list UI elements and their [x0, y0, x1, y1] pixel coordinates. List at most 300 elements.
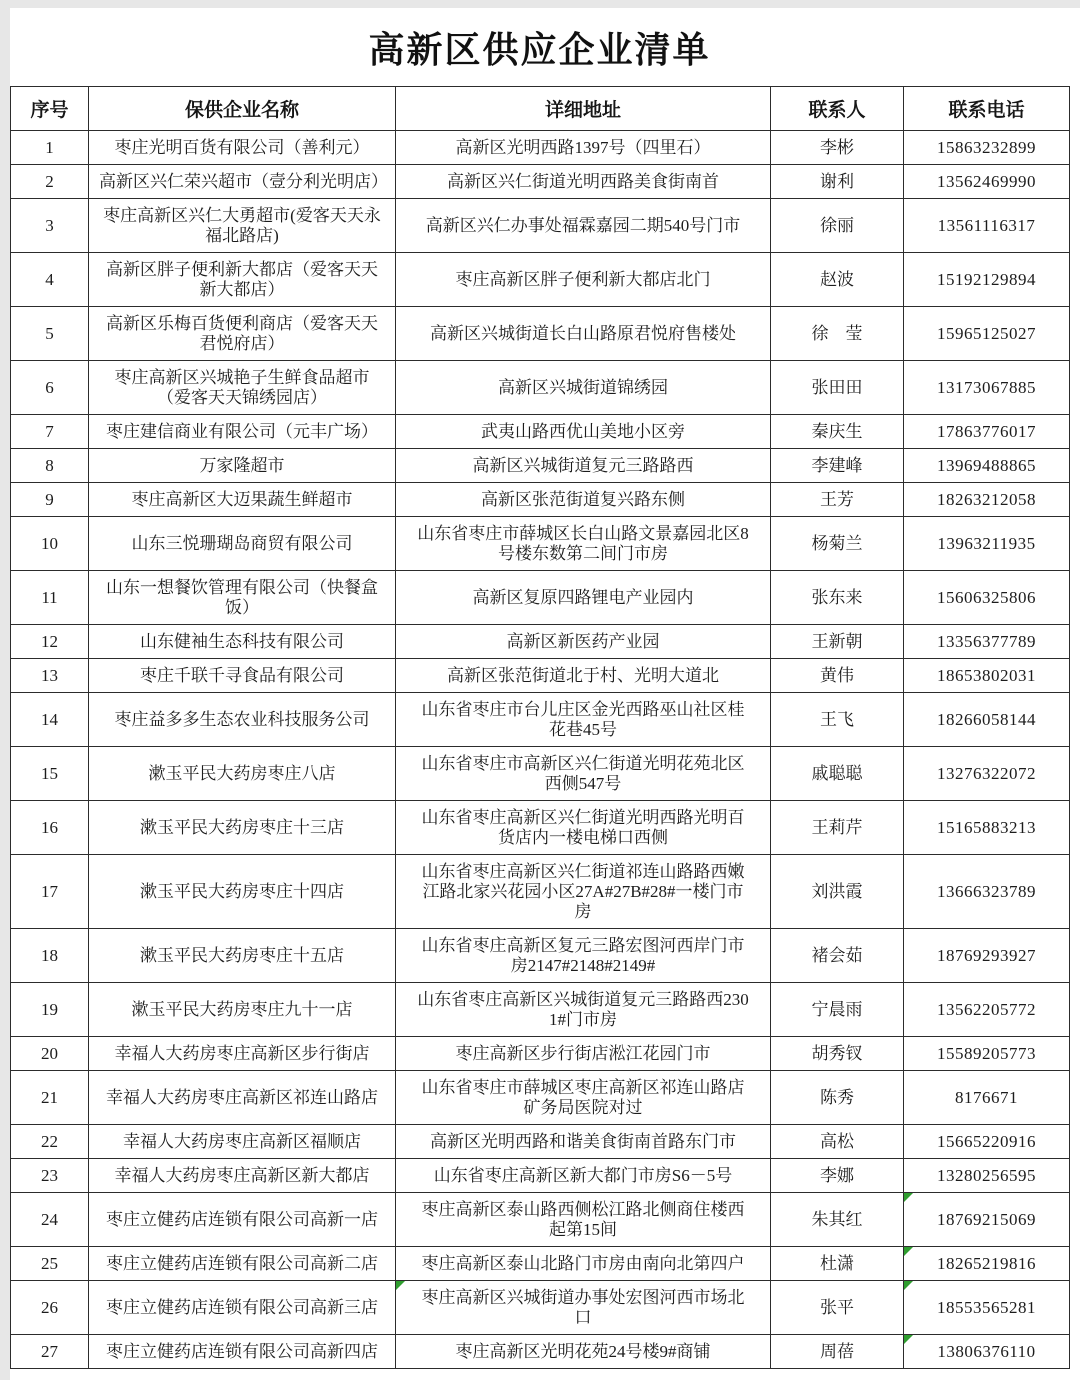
- cell-name: [89, 571, 396, 625]
- cell-no: [11, 1125, 89, 1159]
- cell-name: [89, 1247, 396, 1281]
- cell-name: [89, 983, 396, 1037]
- cell-phone: [904, 1037, 1070, 1071]
- cell-name-text: 万家隆超市: [199, 455, 285, 475]
- cell-contact: [771, 1281, 904, 1335]
- cell-contact-text: 李娜: [820, 1165, 854, 1185]
- cell-contact: [771, 361, 904, 415]
- cell-name: [89, 131, 396, 165]
- cell-no: [11, 253, 89, 307]
- table-row: [11, 199, 1070, 253]
- cell-name-text: 枣庄光明百货有限公司（善利元）: [114, 137, 370, 157]
- cell-no: [11, 693, 89, 747]
- cell-address: [396, 801, 771, 855]
- cell-address-text: 高新区兴城街道长白山路原君悦府售楼处: [430, 323, 736, 343]
- cell-address: [396, 307, 771, 361]
- cell-name-text: 枣庄益多多生态农业科技服务公司: [114, 709, 370, 729]
- cell-address-text: 枣庄高新区泰山北路门市房由南向北第四户: [421, 1253, 745, 1273]
- cell-no-text: 6: [45, 377, 54, 397]
- cell-contact: [771, 1037, 904, 1071]
- cell-no-text: 21: [41, 1087, 58, 1107]
- cell-contact-text: 王芳: [820, 489, 854, 509]
- cell-no-text: 26: [41, 1297, 58, 1317]
- cell-no: [11, 801, 89, 855]
- cell-no-text: 1: [45, 137, 54, 157]
- cell-phone: [904, 747, 1070, 801]
- cell-address: [396, 483, 771, 517]
- cell-phone-text: 18769293927: [937, 945, 1036, 965]
- cell-name-text: 枣庄千联千寻食品有限公司: [140, 665, 344, 685]
- cell-address: [396, 1247, 771, 1281]
- flag-triangle-icon: [904, 1193, 913, 1202]
- cell-phone: [904, 1159, 1070, 1193]
- cell-contact-text: 杨菊兰: [811, 533, 863, 553]
- cell-name: [89, 747, 396, 801]
- cell-address: [396, 693, 771, 747]
- cell-no: [11, 625, 89, 659]
- cell-contact-text: 秦庆生: [811, 421, 863, 441]
- cell-contact: [771, 449, 904, 483]
- cell-phone-text: 15965125027: [937, 323, 1036, 343]
- cell-contact-text: 赵波: [820, 269, 854, 289]
- cell-contact: [771, 517, 904, 571]
- header-row: [11, 87, 1070, 131]
- column-header: 序号: [11, 87, 89, 131]
- cell-contact: [771, 693, 904, 747]
- cell-name: [89, 1281, 396, 1335]
- cell-address: [396, 449, 771, 483]
- cell-no: [11, 855, 89, 929]
- cell-no-text: 2: [45, 171, 54, 191]
- cell-contact: [771, 855, 904, 929]
- table-row: [11, 929, 1070, 983]
- cell-no-text: 20: [41, 1043, 58, 1063]
- cell-contact-text: 王新朝: [811, 631, 863, 651]
- cell-phone: [904, 415, 1070, 449]
- table-row: [11, 1037, 1070, 1071]
- cell-address: [396, 659, 771, 693]
- cell-no: [11, 1071, 89, 1125]
- table-row: [11, 1193, 1070, 1247]
- cell-name: [89, 659, 396, 693]
- cell-address-text: 高新区兴城街道锦绣园: [498, 377, 668, 397]
- flag-triangle-icon: [396, 1281, 405, 1290]
- cell-phone-text: 15863232899: [937, 137, 1036, 157]
- cell-address-text: 山东省枣庄市高新区兴仁街道光明花苑北区西侧547号: [421, 753, 745, 793]
- cell-address-text: 高新区复原四路锂电产业园内: [472, 587, 694, 607]
- cell-no: [11, 1335, 89, 1369]
- cell-no-text: 13: [41, 665, 58, 685]
- cell-contact-text: 胡秀钗: [811, 1043, 863, 1063]
- cell-name-text: 枣庄建信商业有限公司（元丰广场）: [106, 421, 378, 441]
- cell-name: [89, 517, 396, 571]
- cell-address-text: 枣庄高新区步行街店淞江花园门市: [455, 1043, 711, 1063]
- table-row: [11, 747, 1070, 801]
- cell-phone: [904, 571, 1070, 625]
- table-row: [11, 1281, 1070, 1335]
- cell-phone: [904, 307, 1070, 361]
- cell-phone: [904, 855, 1070, 929]
- cell-name: [89, 693, 396, 747]
- flag-triangle-icon: [904, 1335, 913, 1344]
- cell-phone: [904, 1335, 1070, 1369]
- cell-no-text: 16: [41, 817, 58, 837]
- table-row: [11, 131, 1070, 165]
- column-header: 保供企业名称: [89, 87, 396, 131]
- cell-name: [89, 483, 396, 517]
- cell-contact: [771, 1193, 904, 1247]
- cell-phone-text: 13562469990: [937, 171, 1036, 191]
- cell-no: [11, 659, 89, 693]
- cell-phone-text: 13963211935: [937, 533, 1036, 553]
- cell-contact-text: 褚会茹: [811, 945, 863, 965]
- cell-address: [396, 929, 771, 983]
- cell-phone: [904, 199, 1070, 253]
- cell-address-text: 山东省枣庄市薛城区枣庄高新区祁连山路店矿务局医院对过: [421, 1077, 745, 1117]
- cell-contact: [771, 571, 904, 625]
- cell-contact: [771, 747, 904, 801]
- cell-name-text: 幸福人大药房枣庄高新区新大都店: [114, 1165, 370, 1185]
- cell-phone-text: 18263212058: [937, 489, 1036, 509]
- cell-contact-text: 宁晨雨: [811, 999, 863, 1019]
- cell-no: [11, 1247, 89, 1281]
- cell-phone-text: 13969488865: [937, 455, 1036, 475]
- cell-phone: [904, 483, 1070, 517]
- cell-no-text: 25: [41, 1253, 58, 1273]
- cell-contact-text: 黄伟: [820, 665, 854, 685]
- cell-name: [89, 929, 396, 983]
- cell-contact: [771, 1247, 904, 1281]
- document-page: [10, 8, 1080, 1380]
- cell-contact: [771, 165, 904, 199]
- cell-contact: [771, 415, 904, 449]
- cell-address-text: 高新区光明西路1397号（四里石）: [455, 137, 711, 157]
- table-row: [11, 983, 1070, 1037]
- cell-phone: [904, 1247, 1070, 1281]
- table-row: [11, 165, 1070, 199]
- cell-phone-text: 13806376110: [937, 1341, 1036, 1361]
- cell-name-text: 枣庄立健药店连锁有限公司高新三店: [106, 1297, 378, 1317]
- cell-address: [396, 625, 771, 659]
- table-row: [11, 307, 1070, 361]
- cell-phone: [904, 131, 1070, 165]
- cell-no-text: 5: [45, 323, 54, 343]
- flag-triangle-icon: [904, 1247, 913, 1256]
- cell-name: [89, 1071, 396, 1125]
- cell-phone-text: 15192129894: [937, 269, 1036, 289]
- cell-address: [396, 415, 771, 449]
- cell-phone: [904, 929, 1070, 983]
- cell-no: [11, 1159, 89, 1193]
- cell-name-text: 枣庄立健药店连锁有限公司高新一店: [106, 1209, 378, 1229]
- cell-no: [11, 571, 89, 625]
- cell-no-text: 12: [41, 631, 58, 651]
- table-row: [11, 1247, 1070, 1281]
- cell-phone: [904, 983, 1070, 1037]
- table-row: [11, 361, 1070, 415]
- cell-address-text: 山东省枣庄高新区兴仁街道祁连山路路西嫩江路北家兴花园小区27A#27B#28#一楼门市房: [421, 861, 745, 921]
- cell-phone: [904, 1071, 1070, 1125]
- cell-contact: [771, 801, 904, 855]
- cell-no: [11, 747, 89, 801]
- cell-address-text: 山东省枣庄高新区兴仁街道光明西路光明百货店内一楼电梯口西侧: [421, 807, 745, 847]
- cell-phone: [904, 1193, 1070, 1247]
- cell-address-text: 山东省枣庄高新区复元三路宏图河西岸门市房2147#2148#2149#: [421, 935, 745, 975]
- cell-no-text: 4: [45, 269, 54, 289]
- cell-name: [89, 361, 396, 415]
- cell-name-text: 枣庄高新区大迈果蔬生鲜超市: [131, 489, 353, 509]
- cell-no: [11, 1037, 89, 1071]
- cell-phone-text: 18653802031: [937, 665, 1036, 685]
- flag-triangle-icon: [904, 1281, 913, 1290]
- cell-name-text: 高新区乐梅百货便利商店（爱客天天君悦府店）: [106, 313, 378, 353]
- cell-contact-text: 徐丽: [820, 215, 854, 235]
- table-row: [11, 483, 1070, 517]
- cell-no: [11, 1193, 89, 1247]
- cell-contact: [771, 1125, 904, 1159]
- cell-phone-text: 13280256595: [937, 1165, 1036, 1185]
- cell-phone-text: 15589205773: [937, 1043, 1036, 1063]
- cell-address: [396, 1193, 771, 1247]
- cell-phone-text: 13562205772: [937, 999, 1036, 1019]
- cell-address: [396, 253, 771, 307]
- cell-name-text: 漱玉平民大药房枣庄八店: [148, 763, 336, 783]
- cell-name-text: 幸福人大药房枣庄高新区福顺店: [123, 1131, 361, 1151]
- cell-contact: [771, 1159, 904, 1193]
- cell-phone: [904, 449, 1070, 483]
- cell-name: [89, 449, 396, 483]
- cell-address: [396, 1125, 771, 1159]
- cell-address-text: 枣庄高新区泰山路西侧松江路北侧商住楼西起第15间: [421, 1199, 745, 1239]
- cell-address-text: 高新区兴仁街道光明西路美食街南首: [447, 171, 719, 191]
- cell-name-text: 山东健袖生态科技有限公司: [140, 631, 344, 651]
- cell-no-text: 22: [41, 1131, 58, 1151]
- cell-no-text: 9: [45, 489, 54, 509]
- cell-address: [396, 983, 771, 1037]
- cell-phone: [904, 801, 1070, 855]
- cell-no: [11, 983, 89, 1037]
- cell-phone: [904, 659, 1070, 693]
- cell-contact: [771, 1071, 904, 1125]
- table-row: [11, 659, 1070, 693]
- cell-contact: [771, 199, 904, 253]
- cell-name-text: 高新区胖子便利新大都店（爱客天天新大都店）: [106, 259, 378, 299]
- cell-phone-text: 13561116317: [937, 215, 1036, 235]
- cell-phone-text: 18265219816: [937, 1253, 1036, 1273]
- cell-name: [89, 1193, 396, 1247]
- cell-no-text: 3: [45, 215, 54, 235]
- cell-name: [89, 1037, 396, 1071]
- cell-address-text: 高新区张范街道复兴路东侧: [481, 489, 685, 509]
- cell-phone: [904, 1281, 1070, 1335]
- cell-name-text: 枣庄高新区兴仁大勇超市(爱客天天永福北路店): [103, 205, 381, 245]
- page-title: 高新区供应企业清单: [368, 29, 711, 70]
- cell-address-text: 山东省枣庄市薛城区长白山路文景嘉园北区8号楼东数第二间门市房: [417, 523, 749, 563]
- cell-name-text: 幸福人大药房枣庄高新区祁连山路店: [106, 1087, 378, 1107]
- cell-address: [396, 1281, 771, 1335]
- cell-address: [396, 517, 771, 571]
- table-row: [11, 1335, 1070, 1369]
- cell-no-text: 27: [41, 1341, 58, 1361]
- cell-address: [396, 1335, 771, 1369]
- cell-name-text: 漱玉平民大药房枣庄十三店: [140, 817, 344, 837]
- cell-name: [89, 165, 396, 199]
- cell-address-text: 高新区张范街道北于村、光明大道北: [447, 665, 719, 685]
- cell-phone: [904, 517, 1070, 571]
- cell-name-text: 山东一想餐饮管理有限公司（快餐盒饭）: [106, 577, 378, 617]
- cell-name: [89, 307, 396, 361]
- column-header: 联系人: [771, 87, 904, 131]
- cell-no: [11, 307, 89, 361]
- table-row: [11, 449, 1070, 483]
- column-header: 详细地址: [396, 87, 771, 131]
- cell-contact-text: 李彬: [820, 137, 854, 157]
- cell-no-text: 7: [45, 421, 54, 441]
- cell-address-text: 高新区兴仁办事处福霖嘉园二期540号门市: [425, 215, 741, 235]
- cell-no-text: 14: [41, 709, 58, 729]
- cell-address-text: 山东省枣庄高新区兴城街道复元三路路西2301#门市房: [417, 989, 749, 1029]
- cell-phone: [904, 361, 1070, 415]
- cell-address-text: 高新区光明西路和谐美食街南首路东门市: [430, 1131, 736, 1151]
- cell-no: [11, 199, 89, 253]
- cell-no: [11, 483, 89, 517]
- cell-phone-text: 15165883213: [937, 817, 1036, 837]
- cell-no-text: 11: [41, 587, 58, 607]
- cell-no-text: 19: [41, 999, 58, 1019]
- cell-no-text: 10: [41, 533, 58, 553]
- table-row: [11, 571, 1070, 625]
- cell-address-text: 武夷山路西优山美地小区旁: [481, 421, 685, 441]
- cell-phone-text: 13356377789: [937, 631, 1036, 651]
- cell-name: [89, 1159, 396, 1193]
- column-header: 联系电话: [904, 87, 1070, 131]
- cell-contact: [771, 253, 904, 307]
- cell-contact: [771, 929, 904, 983]
- cell-phone-text: 17863776017: [937, 421, 1036, 441]
- table-row: [11, 253, 1070, 307]
- cell-phone: [904, 1125, 1070, 1159]
- cell-address-text: 枣庄高新区光明花苑24号楼9#商铺: [455, 1341, 711, 1361]
- cell-name-text: 枣庄立健药店连锁有限公司高新四店: [106, 1341, 378, 1361]
- cell-contact-text: 陈秀: [820, 1087, 854, 1107]
- cell-contact-text: 张田田: [811, 377, 863, 397]
- cell-address: [396, 131, 771, 165]
- cell-contact-text: 谢利: [820, 171, 854, 191]
- cell-phone: [904, 693, 1070, 747]
- cell-address-text: 枣庄高新区胖子便利新大都店北门: [455, 269, 711, 289]
- cell-no: [11, 517, 89, 571]
- cell-name: [89, 199, 396, 253]
- cell-phone: [904, 625, 1070, 659]
- cell-name-text: 幸福人大药房枣庄高新区步行街店: [114, 1043, 370, 1063]
- cell-name: [89, 415, 396, 449]
- cell-address-text: 山东省枣庄高新区新大都门市房S6－5号: [433, 1165, 733, 1185]
- cell-address: [396, 1159, 771, 1193]
- cell-address: [396, 855, 771, 929]
- cell-no: [11, 165, 89, 199]
- cell-phone: [904, 165, 1070, 199]
- table-header: [11, 87, 1070, 131]
- cell-address: [396, 747, 771, 801]
- cell-no-text: 8: [45, 455, 54, 475]
- supply-enterprise-table: [10, 86, 1070, 1369]
- table-row: [11, 625, 1070, 659]
- cell-no: [11, 929, 89, 983]
- table-row: [11, 855, 1070, 929]
- cell-address: [396, 1037, 771, 1071]
- cell-address-text: 高新区新医药产业园: [506, 631, 660, 651]
- cell-address: [396, 1071, 771, 1125]
- cell-no: [11, 449, 89, 483]
- cell-address: [396, 165, 771, 199]
- cell-name: [89, 855, 396, 929]
- cell-phone-text: 15665220916: [937, 1131, 1036, 1151]
- cell-contact-text: 杜潇: [820, 1253, 854, 1273]
- table-row: [11, 693, 1070, 747]
- table-body: [11, 131, 1070, 1369]
- table-row: [11, 801, 1070, 855]
- cell-no: [11, 415, 89, 449]
- table-row: [11, 1071, 1070, 1125]
- cell-name: [89, 1335, 396, 1369]
- cell-phone-text: 8176671: [955, 1087, 1018, 1107]
- cell-contact-text: 张东来: [811, 587, 863, 607]
- cell-contact: [771, 659, 904, 693]
- cell-contact-text: 徐 莹: [811, 323, 863, 343]
- cell-contact-text: 李建峰: [811, 455, 863, 475]
- cell-name-text: 漱玉平民大药房枣庄十四店: [140, 881, 344, 901]
- cell-contact-text: 王飞: [820, 709, 854, 729]
- cell-name-text: 漱玉平民大药房枣庄九十一店: [131, 999, 353, 1019]
- cell-name: [89, 1125, 396, 1159]
- cell-name: [89, 801, 396, 855]
- cell-no: [11, 131, 89, 165]
- cell-name-text: 漱玉平民大药房枣庄十五店: [140, 945, 344, 965]
- cell-no: [11, 1281, 89, 1335]
- cell-phone-text: 18553565281: [937, 1297, 1036, 1317]
- cell-phone-text: 15606325806: [937, 587, 1036, 607]
- title-band: [10, 8, 1069, 86]
- cell-name-text: 高新区兴仁荣兴超市（壹分利光明店）: [99, 171, 388, 191]
- cell-address-text: 山东省枣庄市台儿庄区金光西路巫山社区桂花巷45号: [421, 699, 745, 739]
- cell-contact-text: 刘洪霞: [811, 881, 863, 901]
- cell-contact-text: 朱其红: [811, 1209, 863, 1229]
- cell-no-text: 18: [41, 945, 58, 965]
- table-row: [11, 1125, 1070, 1159]
- cell-phone-text: 18266058144: [937, 709, 1036, 729]
- cell-no-text: 24: [41, 1209, 58, 1229]
- cell-no-text: 23: [41, 1165, 58, 1185]
- cell-contact: [771, 131, 904, 165]
- table-row: [11, 517, 1070, 571]
- cell-name: [89, 253, 396, 307]
- cell-contact: [771, 625, 904, 659]
- cell-address: [396, 571, 771, 625]
- cell-address-text: 高新区兴城街道复元三路路西: [472, 455, 694, 475]
- cell-contact: [771, 983, 904, 1037]
- cell-contact: [771, 1335, 904, 1369]
- cell-name-text: 枣庄高新区兴城艳子生鲜食品超市（爱客天天锦绣园店）: [114, 367, 370, 407]
- cell-contact: [771, 483, 904, 517]
- table-row: [11, 1159, 1070, 1193]
- cell-phone-text: 18769215069: [937, 1209, 1036, 1229]
- cell-no: [11, 361, 89, 415]
- cell-contact-text: 周蓓: [820, 1341, 854, 1361]
- cell-name: [89, 625, 396, 659]
- cell-no-text: 15: [41, 763, 58, 783]
- cell-name-text: 枣庄立健药店连锁有限公司高新二店: [106, 1253, 378, 1273]
- cell-contact-text: 高松: [820, 1131, 854, 1151]
